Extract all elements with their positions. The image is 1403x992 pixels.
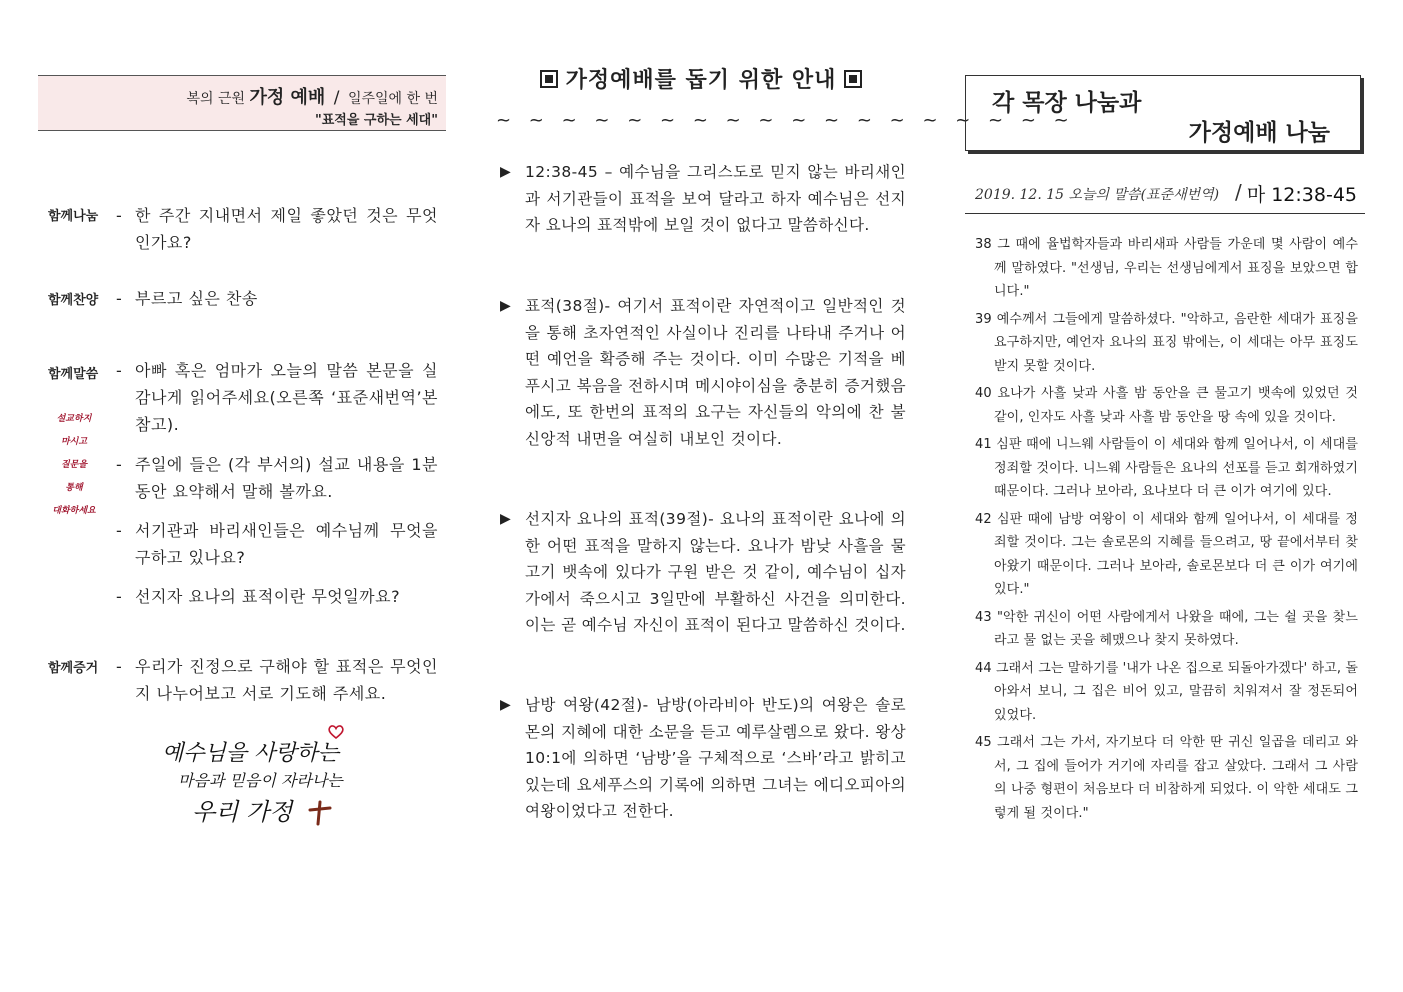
row-item: - 아빠 혹은 엄마가 오늘의 말씀 본문을 실감나게 읽어주세요(오른쪽 ‘표준새번역’본 참고). <box>116 361 438 434</box>
calligraphy-line-2: 마음과 믿음이 자라나는 <box>178 771 343 790</box>
guide-paragraph: ▶ 남방 여왕(42절)- 남방(아라비아 반도)의 여왕은 솔로몬의 지혜에 대한 소문을 듣고 예루살렘으로 왔다. 왕상 10:1에 의하면 ‘남방’을 구체적으로 ‘스바’라고 밝히고 있는데 요세푸스의 기록에 의하면 그녀는 에디오피아의 여왕이었다고 전한다. <box>496 692 906 825</box>
arrow-bullet-icon: ▶ <box>500 511 512 527</box>
side-note: 설교하지 마시고 질문을 통해 대화하세요 <box>52 414 96 516</box>
sharing-title-line-2: 가정예배 나눔 <box>1188 120 1330 146</box>
arrow-bullet-icon: ▶ <box>500 298 512 314</box>
arrow-bullet-icon: ▶ <box>500 164 512 180</box>
cross-icon <box>308 800 332 826</box>
verse: 43 "악한 귀신이 어떤 사람에게서 나왔을 때에, 그는 쉴 곳을 찾느라고 물 없는 곳을 헤맸으나 찾지 못하였다. <box>975 609 1358 648</box>
square-bullet-icon <box>540 70 558 88</box>
guide-paragraph: ▶ 선지자 요나의 표적(39절)- 요나의 표적이란 요나에 의한 어떤 표적을 말하지 않는다. 요나가 밤낮 사흘을 물고기 뱃속에 있다가 구원 받은 것 같이, 예수님이 십자가에서 죽으시고 3일만에 부활하신 사건을 의미한다. 이는 곧 예수님 자신이 표적이 된다고 말씀하신 것이다. <box>496 506 906 639</box>
guide-paragraph: ▶ 표적(38절)- 여기서 표적이란 자연적이고 일반적인 것을 통해 초자연적인 사실이나 진리를 나타내 주거나 어떤 예언을 확증해 주는 것이다. 이미 수많은 기적을 베푸시고 복음을 전하시며 메시야이심을 충분히 증거했음에도, 또 한번의 표적의 요구는 자신들의 악의에 찬 불신앙적 내면을 여실히 내보인 것이다. <box>496 293 906 453</box>
row-label-witness: 함께증거 <box>48 661 99 676</box>
arrow-bullet-icon: ▶ <box>500 697 512 713</box>
verse: 44 그래서 그는 말하기를 '내가 나온 집으로 되돌아가겠다' 하고, 돌아와서 보니, 그 집은 비어 있고, 말끔히 치워져서 잘 정돈되어 있었다. <box>975 660 1358 723</box>
calligraphy-line-3: 우리 가정 <box>192 798 293 826</box>
row-item: - 한 주간 지내면서 제일 좋았던 것은 무엇인가요? <box>116 206 438 252</box>
worship-guide-column <box>38 75 446 703</box>
calligraphy-line-1: 예수님을 사랑하는 <box>162 741 340 766</box>
guide-title: 가정예배를 돕기 위한 안내 <box>496 62 906 100</box>
sharing-title-box <box>965 75 1361 151</box>
verse: 38 그 때에 율법학자들과 바리새파 사람들 가운데 몇 사람이 예수께 말하였다. "선생님, 우리는 선생님에게서 표징을 보았으면 합니다." <box>975 237 1358 299</box>
header-main: 가정 예배 <box>249 87 326 108</box>
sharing-title-line-1: 각 목장 나눔과 <box>992 90 1142 116</box>
row-item: - 우리가 진정으로 구해야 할 표적은 무엇인지 나누어보고 서로 기도해 주세요. <box>116 657 438 703</box>
scripture-date: 2019. 12. 15 오늘의 말씀(표준새번역) <box>975 187 1220 203</box>
square-bullet-icon <box>844 70 862 88</box>
row-item: - 선지자 요나의 표적이란 무엇일까요? <box>116 587 401 606</box>
scripture-column <box>965 75 1365 821</box>
scripture-reference-bar: 2019. 12. 15 오늘의 말씀(표준새번역) / 마 12:38-45 <box>965 177 1365 214</box>
calligraphy-image <box>160 720 360 830</box>
row-label-word: 함께말씀 <box>48 367 99 382</box>
worship-header <box>38 75 446 131</box>
verse: 45 그래서 그는 가서, 자기보다 더 악한 딴 귀신 일곱을 데리고 와서, 그 집에 들어가 거기에 자리를 잡고 살았다. 그래서 그 사람의 나중 형편이 처음보다 더 비참하게 되었다. 이 악한 세대도 그렇게 될 것이다." <box>975 735 1358 821</box>
verse: 42 심판 때에 남방 여왕이 이 세대와 함께 일어나서, 이 세대를 정죄할 것이다. 그는 솔로몬의 지혜를 들으려고, 땅 끝에서부터 찾아왔기 때문이다. 그러나 보아라, 솔로몬보다 더 큰 이가 여기에 있다." <box>975 511 1358 597</box>
verse: 39 예수께서 그들에게 말씀하셨다. "악하고, 음란한 세대가 표징을 요구하지만, 예언자 요나의 표징 밖에는, 이 세대는 아무 표징도 받지 못할 것이다. <box>975 311 1358 374</box>
tilde-divider: ~ ~ ~ ~ ~ ~ ~ ~ ~ ~ ~ ~ ~ ~ ~ ~ ~ ~ <box>496 110 1075 131</box>
scripture-reference: 마 12:38-45 <box>1246 184 1357 206</box>
scripture-verses <box>975 233 1358 829</box>
row-item: - 부르고 싶은 찬송 <box>116 289 258 308</box>
verse: 40 요나가 사흘 낮과 사흘 밤 동안을 큰 물고기 뱃속에 있었던 것 같이, 인자도 사흘 낮과 사흘 밤 동안을 땅 속에 있을 것이다. <box>975 386 1358 425</box>
guide-paragraph: ▶ 12:38-45 – 예수님을 그리스도로 믿지 않는 바리새인과 서기관들이 표적을 보여 달라고 하자 예수님은 선지자 요나의 표적밖에 보일 것이 없다고 말씀하신다. <box>496 159 906 239</box>
verse: 41 심판 때에 니느웨 사람들이 이 세대와 함께 일어나서, 이 세대를 정죄할 것이다. 니느웨 사람들은 요나의 선포를 듣고 회개하였기 때문이다. 그러나 보아라, 요나보다 더 큰 이가 여기에 있다. <box>975 437 1358 499</box>
worship-header-title: 복의 근원 가정 예배 / 일주일에 한 번 <box>186 87 438 108</box>
worship-header-subtitle: "표적을 구하는 세대" <box>314 113 438 128</box>
row-item: - 서기관과 바리새인들은 예수님께 무엇을 구하고 있나요? <box>116 521 438 567</box>
row-label-praise: 함께찬양 <box>48 293 99 308</box>
row-label-sharing: 함께나눔 <box>48 209 99 224</box>
row-item: - 주일에 들은 (각 부서의) 설교 내용을 1분 동안 요약해서 말해 볼까요. <box>116 455 438 501</box>
